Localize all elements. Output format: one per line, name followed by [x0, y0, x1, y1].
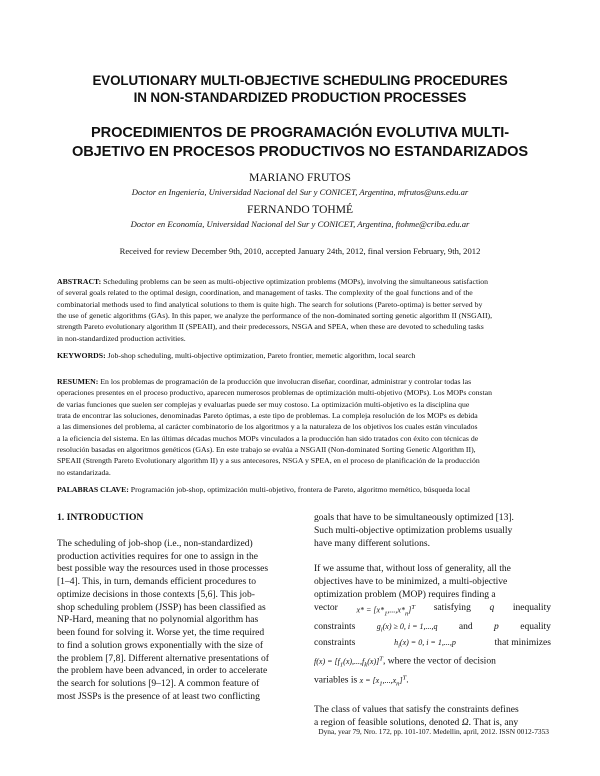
body-word: and [458, 620, 473, 632]
body-line: the problem [7,8]. Different alternative presentations of [57, 652, 269, 664]
equality-formula: $h_i(x) = 0$, i = 1,...,p [394, 637, 456, 650]
right-column [314, 512, 551, 730]
body-line: have many different solutions. [314, 537, 430, 549]
keywords [57, 350, 543, 361]
introduction-heading: 1. INTRODUCTION [57, 512, 144, 523]
body-line: The class of values that satisfy the constraints defines [314, 704, 519, 716]
palabras-clave-label: PALABRAS CLAVE: [57, 485, 129, 494]
body-line: production activities requires for one to assign in the [57, 550, 258, 562]
resumen [57, 376, 543, 478]
title-spanish-line-2: OBJETIVO EN PROCESOS PRODUCTIVOS NO ESTANDARIZADOS [71, 144, 529, 160]
resumen-line: SPEAII (Strength Pareto Evolutionary algorithm II) y a sus antecesores, NSGA y SPEA, en el proceso de planificación de la producción [57, 456, 480, 466]
author-affiliation-1: Doctor en Ingeniería, Universidad Nacional del Sur y CONICET, Argentina, mfrutos@uns.edu.ar [131, 187, 469, 197]
abstract-line: combinatorial methods used to find analytical solutions to them is quite high. The search for solutions (Pareto-optima) is better served by [57, 299, 483, 309]
body-line: the search for solutions [9–12]. A common feature of [57, 678, 260, 689]
author-affiliation-2: Doctor en Economía, Universidad Nacional del Sur y CONICET, Argentina, ftohme@criba.edu.ar [130, 219, 470, 229]
body-word: equality [520, 620, 551, 632]
body-word: constraints [314, 620, 356, 632]
body-word: p [494, 620, 499, 632]
body-word: constraints [314, 636, 356, 648]
body-line: been found for solving it. Worse yet, the time required [57, 627, 265, 638]
body-word: a region of feasible solutions, denoted [314, 716, 460, 728]
resumen-line: no estandarizada. [57, 467, 111, 477]
received-dates: Received for review December 9th, 2010, accepted January 24th, 2012, final version February, 9th, 2012 [119, 246, 481, 256]
resumen-line: a las dimensiones del problema, al carácter combinatorio de los algoritmos y a la naturaleza de los objetivos los cuales están vinculados [57, 422, 478, 432]
abstract-label: ABSTRACT: [57, 277, 102, 286]
body-line: optimization problem (MOP) requires finding a [314, 588, 496, 600]
body-line: [1–4]. This, in turn, demands efficient procedures to [57, 576, 257, 587]
body-line [314, 602, 551, 621]
author-name-1: MARIANO FRUTOS [249, 172, 351, 184]
title-english-line-2: IN NON-STANDARDIZED PRODUCTION PROCESSES [133, 90, 467, 105]
page-footer: Dyna, year 79, Nro. 172, pp. 101-107. Medellin, april, 2012. ISSN 0012-7353 [318, 727, 549, 736]
abstract-line: of several goals related to the optimal design, coordination, and management of tasks. The complexity of the goal functions and of the [57, 288, 473, 298]
body-line [314, 653, 551, 672]
abstract-line: in non-standardized production activities. [57, 333, 186, 343]
body-line: shop scheduling problem (JSSP) has been classified as [57, 601, 266, 613]
body-line: Such multi-objective optimization problems usually [314, 524, 513, 536]
keywords-label: KEYWORDS: [57, 351, 106, 360]
body-line: most JSSPs is the presence of at least two conflicting [57, 690, 260, 702]
resumen-label: RESUMEN: [57, 377, 99, 386]
variables-formula: $x = [x_1,...,x_n]^T$ [359, 674, 407, 688]
objective-formula: $f(x) = [f_1(x),...,f_k(x)]^T$ [314, 655, 383, 669]
keywords-text: Job-shop scheduling, multi-objective optimization, Pareto frontier, memetic algorithm, local search [107, 351, 416, 360]
body-word: , where the vector of decision [382, 655, 496, 667]
body-word: inequality [512, 601, 551, 613]
body-line: optimize decisions in those contexts [5,6]. This job- [57, 588, 255, 600]
resumen-line: En los problemas de programación de la producción que involucran diseñar, coordinar, administrar y controlar todas las [100, 377, 472, 386]
body-line [314, 637, 551, 653]
abstract-line: Scheduling problems can be seen as multi-objective optimization problems (MOPs), involving the simultaneous satisfaction [103, 277, 489, 286]
abstract [57, 276, 543, 344]
resumen-line: trata de encontrar las soluciones, denominadas Pareto óptimas, a este tipo de problemas. La compleja resolución de los MOPs es debida [57, 411, 478, 421]
body-word: q [489, 601, 495, 613]
abstract-line: the use of genetic algorithms (GAs). In this paper, we analyze the performance of the non-dominated sorting genetic algorithm II (NSGAII), [57, 311, 493, 321]
title-spanish [30, 124, 570, 162]
resumen-line: de varias funciones que suelen ser complejas y evaluarlas puede ser muy costoso. La optimización multi-objetivo es la disciplina que [57, 399, 470, 409]
body-line: to find a solution grows exponentially with the size of [57, 639, 264, 651]
body-line [314, 621, 551, 637]
body-line: goals that have to be simultaneously optimized [13]. [314, 512, 514, 523]
body-line: the problem have been advanced, in order to accelerate [57, 665, 268, 677]
decision-vector-formula: $x* = [x*_1,...,x*_n]^T$ [356, 603, 416, 617]
title-spanish-line-1: PROCEDIMIENTOS DE PROGRAMACIÓN EVOLUTIVA MULTI- [91, 125, 509, 141]
body-line: variables is $x = [x_1,...,x_n]^T$. [314, 674, 409, 688]
resumen-line: operaciones presentes en el proceso productivo, aparecen numerosos problemas de optimización multi-objetivo (MOPs). Los MOPs constan [57, 388, 492, 398]
body-line: objectives have to be minimized, a multi-objective [314, 576, 508, 587]
feasible-region-symbol: Ω [461, 716, 469, 728]
resumen-line: resolución basadas en algoritmos genéticos (GAs). En este trabajo se evalúa a NSGAII (Non-dominated Sorting Genetic Algorithm II), [57, 445, 476, 455]
body-word: satisfying [433, 601, 471, 613]
body-line: If we assume that, without loss of generality, all the [314, 563, 511, 575]
body-line: NP-Hard, meaning that no polynomial algorithm has [57, 614, 259, 626]
abstract-line: strength Pareto evolutionary algorithm II (SPEAII), and their predecessors, NSGA and SPEA, when these are devoted to scheduling tasks [57, 322, 484, 332]
introduction-column [57, 512, 294, 704]
title-english [30, 72, 570, 106]
palabras-clave [57, 484, 543, 495]
body-word: . That is, any [468, 716, 519, 728]
resumen-line: a la eficiencia del sistema. En las últimas décadas muchos MOPs vinculados a la producción han sido tratados con éxito con técnicas de [57, 433, 479, 443]
body-word: that minimizes [494, 636, 551, 648]
author-name-2: FERNANDO TOHMÉ [247, 204, 353, 216]
inequality-formula: $g_i(x) \ge 0$, i = 1,...,q [376, 621, 438, 634]
body-word: variables is [314, 674, 358, 686]
title-english-line-1: EVOLUTIONARY MULTI-OBJECTIVE SCHEDULING PROCEDURES [92, 73, 508, 88]
body-line: The scheduling of job-shop (i.e., non-standardized) [57, 537, 253, 549]
body-line: best possible way the resources used in those processes [57, 563, 269, 575]
body-word: vector [314, 601, 338, 613]
palabras-clave-text: Programación job-shop, optimización multi-objetivo, frontera de Pareto, algoritmo memético, búsqueda local [130, 485, 470, 494]
